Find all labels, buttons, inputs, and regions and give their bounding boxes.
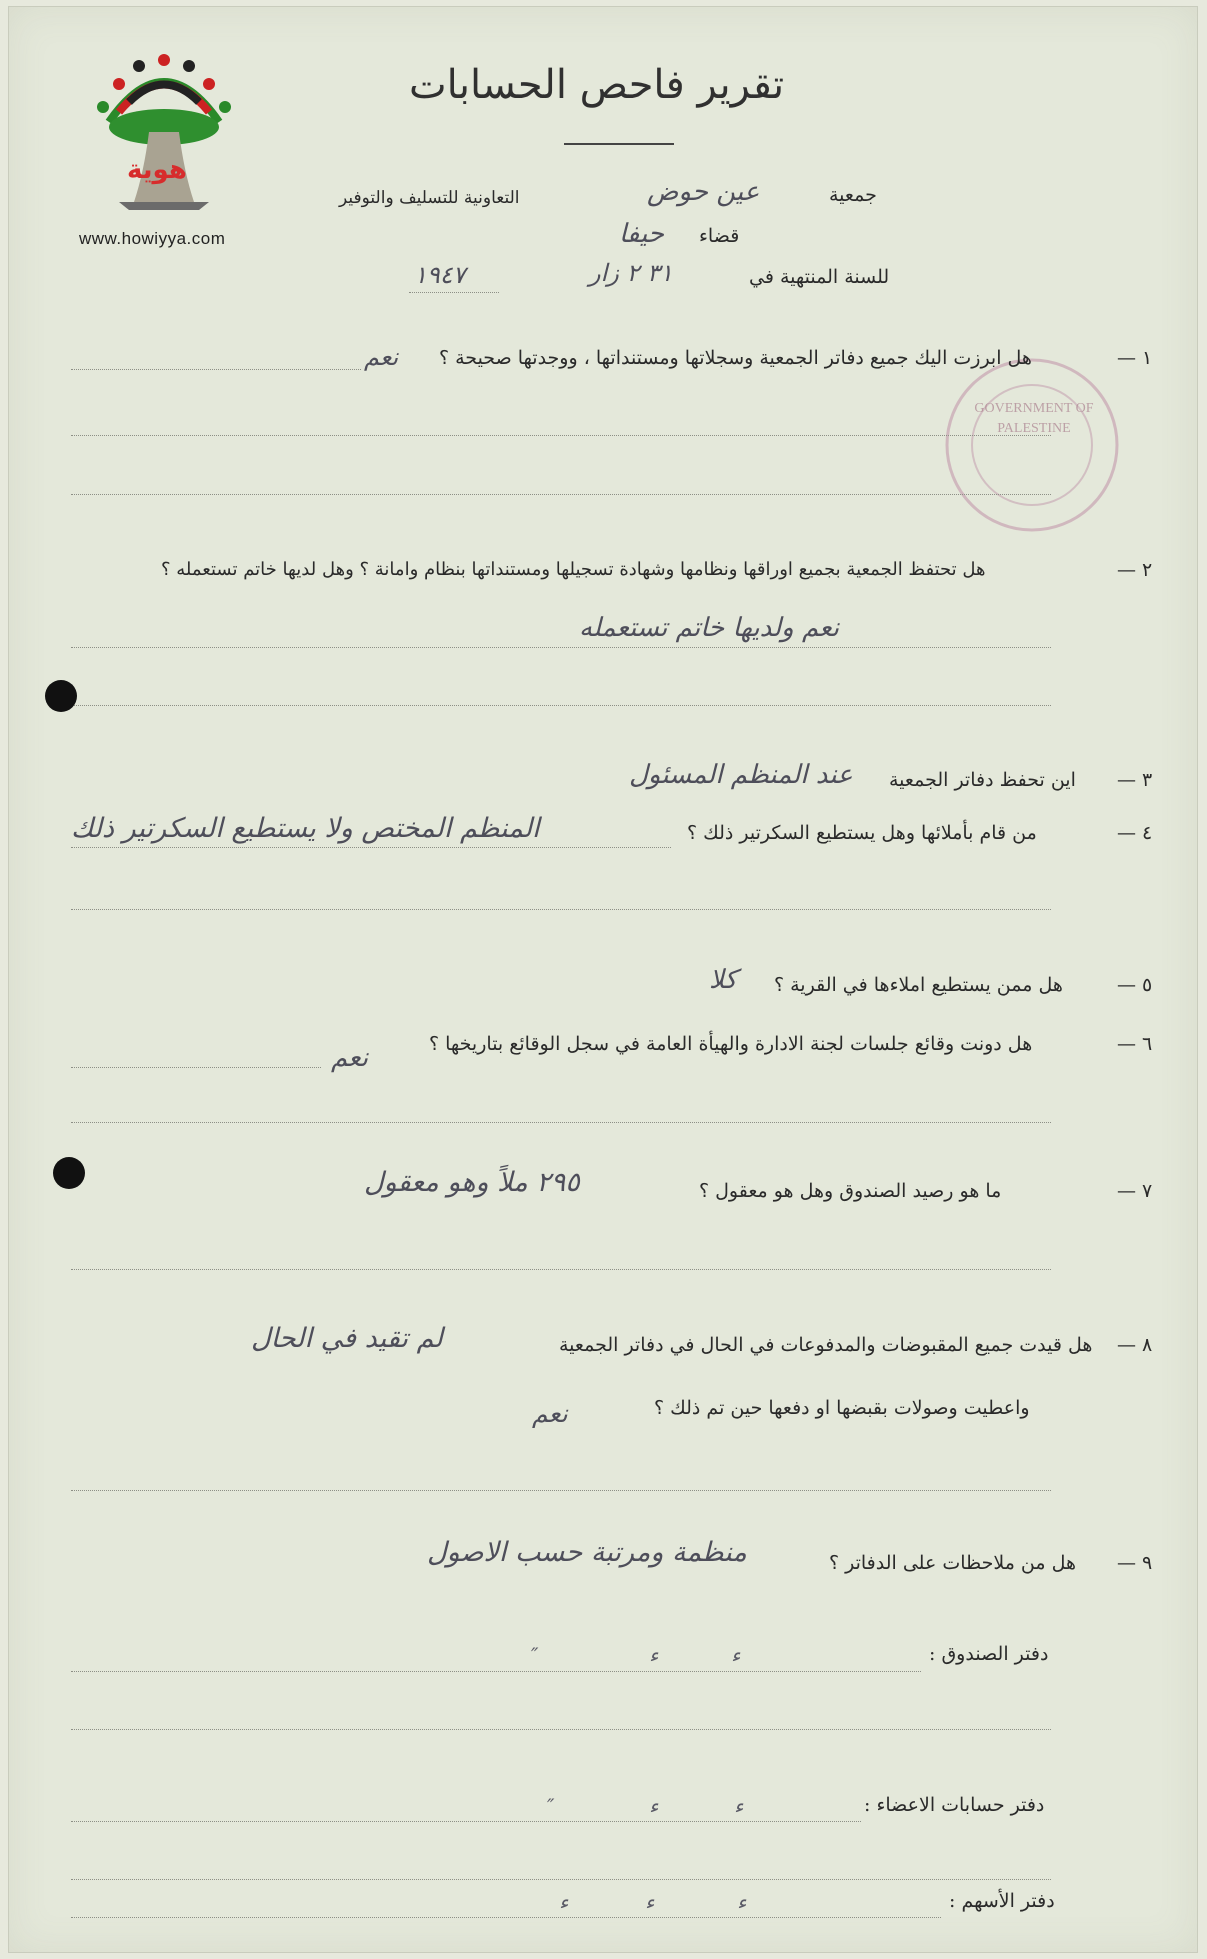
ledger-cash-label: دفتر الصندوق : [929,1643,1049,1665]
page-title: تقرير فاحص الحسابات [409,62,785,108]
ledger-members-mark-3: ″ [547,1794,555,1818]
question-7-answer: ٢٩٥ ملاً وهو معقول [364,1167,580,1198]
question-3-answer: عند المنظم المسئول [629,760,853,790]
question-3-text: اين تحفظ دفاتر الجمعية [889,769,1076,791]
question-4-number: ٤ — [1117,822,1153,844]
question-7-number: ٧ — [1117,1180,1153,1202]
ledger-cash-mark-1: ء [731,1643,741,1667]
question-8-answer: لم تقيد في الحال [251,1323,443,1354]
howiyya-tree-logo [89,52,279,252]
question-2-answer-line [71,647,1051,648]
ledger-shares-mark-1: ء [737,1890,747,1914]
question-4-text: من قام بأملائها وهل يستطيع السكرتير ذلك ؟ [687,822,1037,844]
question-1-answer-line [71,369,361,370]
question-8-text-continued: واعطيت وصولات بقبضها او دفعها حين تم ذلك ؟ [654,1397,1030,1419]
year-label: للسنة المنتهية في [749,266,890,288]
district-label: قضاء [699,225,740,247]
question-2-answer: نعم ولديها خاتم تستعمله [579,613,840,643]
question-6-text: هل دونت وقائع جلسات لجنة الادارة والهيأة العامة في سجل الوقائع بتاريخها ؟ [429,1033,1033,1055]
ledger-shares-mark-2: ء [645,1890,655,1914]
question-8-text: هل قيدت جميع المقبوضات والمدفوعات في الحال في دفاتر الجمعية [559,1334,1093,1356]
ledger-members-mark-2: ء [649,1794,659,1818]
question-5-answer: كلا [709,965,737,995]
question-8-number: ٨ — [1117,1334,1153,1356]
ledger-cash-mark-2: ء [649,1643,659,1667]
ledger-cash-extra-line [71,1729,1051,1730]
ledger-cash-line [71,1671,921,1672]
society-type: التعاونية للتسليف والتوفير [339,188,520,208]
logo-wordmark: هوية [127,155,187,185]
question-5-text: هل ممن يستطيع املاءها في القرية ؟ [774,974,1063,996]
society-name: عين حوض [647,177,760,207]
government-stamp [907,355,1157,535]
question-6-number: ٦ — [1117,1033,1153,1055]
stamp-inner-text: GOVERNMENT OF PALESTINE [974,401,1094,436]
year-dotted-line [409,292,499,293]
question-9-number: ٩ — [1117,1552,1153,1574]
ledger-members-extra-line [71,1879,1051,1880]
question-9-text: هل من ملاحظات على الدفاتر ؟ [829,1552,1076,1574]
year-value: ١٩٤٧ [414,261,466,289]
document-page [8,6,1198,1953]
question-3-number: ٣ — [1117,769,1153,791]
question-7-extra-line [71,1269,1051,1270]
question-1-answer: نعم [364,343,399,371]
title-underline [564,143,674,145]
question-1-number: ١ — [1117,347,1153,369]
society-label: جمعية [829,184,877,206]
question-1-text: هل ابرزت اليك جميع دفاتر الجمعية وسجلاتها ومستنداتها ، ووجدتها صحيحة ؟ [439,347,1032,369]
question-1-extra-line-1 [71,435,1051,436]
question-1-extra-line-2 [71,494,1051,495]
question-7-text: ما هو رصيد الصندوق وهل هو معقول ؟ [699,1180,1002,1202]
ledger-cash-mark-3: ″ [531,1643,539,1667]
ledger-members-line [71,1821,861,1822]
year-date: ٣١ ٢ زار [589,259,673,287]
punch-hole-top [45,680,77,712]
question-4-extra-line [71,909,1051,910]
question-9-answer: منظمة ومرتبة حسب الاصول [427,1537,747,1568]
question-2-extra-line [71,705,1051,706]
question-2-text: هل تحتفظ الجمعية بجميع اوراقها ونظامها وشهادة تسجيلها ومستنداتها بنظام وامانة ؟ وهل لديها خاتم تستعمله ؟ [161,559,986,580]
question-6-answer: نعم [331,1043,369,1073]
ledger-shares-mark-3: ء [559,1890,569,1914]
punch-hole-bottom [53,1157,85,1189]
question-6-extra-line [71,1122,1051,1123]
question-2-number: ٢ — [1117,559,1153,581]
district-name: حيفا [619,219,664,249]
ledger-shares-line [71,1917,941,1918]
ledger-members-label: دفتر حسابات الاعضاء : [864,1794,1045,1816]
logo-url: www.howiyya.com [79,229,226,248]
question-4-answer: المنظم المختص ولا يستطيع السكرتير ذلك [71,813,540,844]
question-6-answer-line [71,1067,321,1068]
question-4-answer-line [71,847,671,848]
ledger-members-mark-1: ء [734,1794,744,1818]
ledger-shares-label: دفتر الأسهم : [949,1890,1055,1912]
question-5-number: ٥ — [1117,974,1153,996]
question-8-extra-line [71,1490,1051,1491]
question-8-answer-continued: نعم [532,1399,568,1428]
